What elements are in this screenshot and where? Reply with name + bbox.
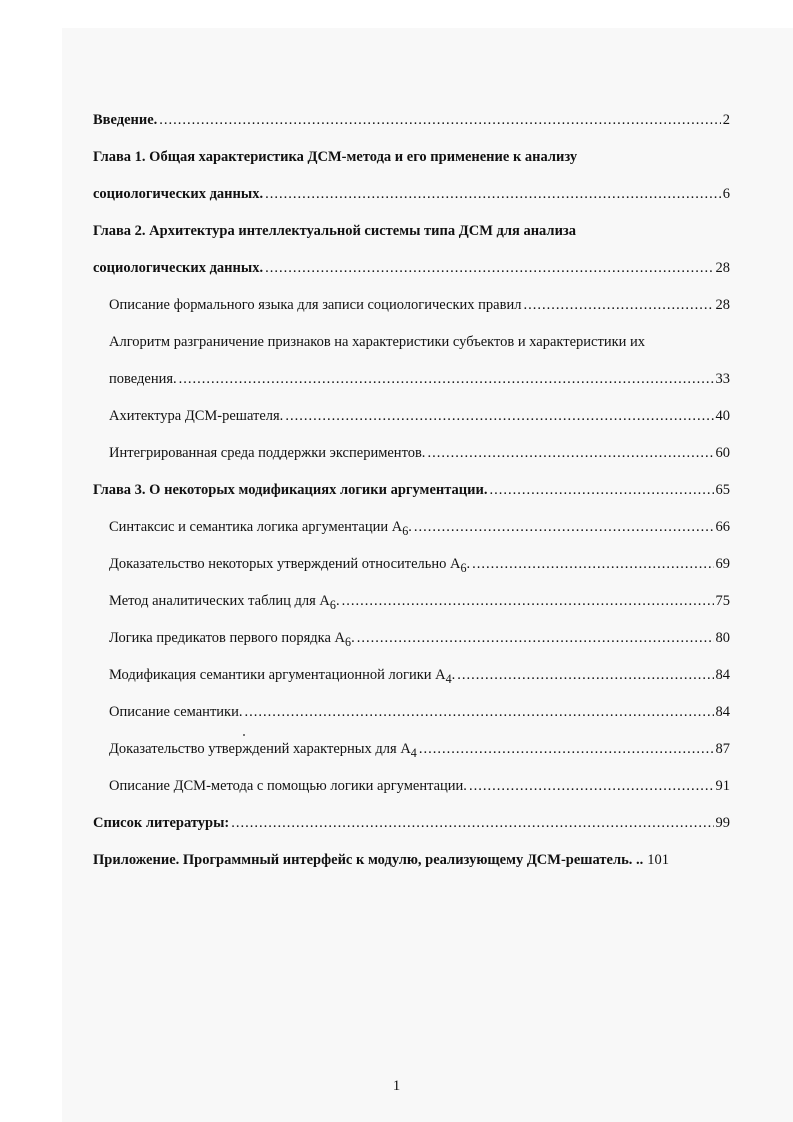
toc-entry-title-tail: . [351,630,355,646]
toc-entry-ch2-2 [93,371,730,408]
toc-entry-page: 80 [715,630,730,646]
dot-leader [357,630,714,647]
dot-leader [419,741,714,758]
dot-leader [342,593,714,610]
toc-entry-ch3-4 [93,630,730,667]
toc-entry-title-tail: . [335,593,340,609]
toc-entry-intro [93,112,730,149]
toc-entry-ch3-5 [93,667,730,704]
toc-entry-ch3-1 [93,519,730,556]
dot-leader [472,556,713,573]
toc-entry-page: 65 [715,482,730,498]
toc-entry-ch3-8 [93,778,730,815]
toc-entry-page: 75 [715,593,730,609]
dot-leader [231,815,713,832]
toc-entry-title-tail: . [408,519,412,535]
toc-entry-ch3-2 [93,556,730,593]
toc-entry-page: 69 [715,556,730,572]
scan-speck [243,734,245,736]
subscript: 4 [410,745,417,760]
toc-entry-page: 2 [722,112,730,128]
toc-entry-title [109,593,340,613]
toc-entry-page: 40 [715,408,730,424]
toc-entry-references [93,815,730,852]
dot-leader [179,371,714,388]
toc-entry-title [109,630,355,650]
dot-leader [523,297,713,314]
toc-entry-ch2-4 [93,445,730,482]
toc-entry-ch2 [93,260,730,297]
toc-entry-ch1 [93,186,730,223]
toc-entry-title: Введение. [93,112,158,128]
toc-entry-ch3 [93,482,730,519]
subscript: 6 [402,523,409,538]
toc-entry-page: 84 [715,667,730,683]
toc-entry-title-text: Доказательство некоторых утверждений относительно A [109,556,461,572]
toc-entry-page: 66 [715,519,730,535]
subscript: 4 [445,671,452,686]
toc-entry-ch1-line1: Глава 1. Общая характеристика ДСМ-метода и его применение к анализу [93,149,578,165]
toc-entry-title: социологических данных. [93,260,264,276]
page-number: 1 [392,1078,401,1094]
toc-entry-title [109,741,417,761]
toc-entry-title: Список литературы: [93,815,230,831]
toc-entry-title: Глава 3. О некоторых модификациях логики аргументации. [93,482,488,498]
toc-entry-title-text: Модификация семантики аргументационной логики A [109,667,446,683]
toc-entry-title: поведения. [109,371,177,387]
toc-entry-page: 84 [715,704,730,720]
toc-entry-title: Описание ДСМ-метода с помощью логики аргументации. [109,778,467,794]
toc-entry-page: 33 [715,371,730,387]
toc-entry-title-tail: . [466,556,471,572]
toc-entry-title-text: Доказательство утверждений характерных для A [109,741,411,757]
toc-entry-ch2-line1: Глава 2. Архитектура интеллектуальной системы типа ДСМ для анализа [93,223,576,239]
toc-entry-title [109,556,470,576]
toc-entry-title: Описание формального языка для записи социологических правил [109,297,522,313]
dot-leader [159,112,720,129]
toc-entry-appendix [93,852,730,889]
toc-entry-title [109,519,412,539]
dot-leader [489,482,713,499]
toc-entry-page: 60 [715,445,730,461]
subscript: 6 [329,597,336,612]
toc-entry-page: 91 [715,778,730,794]
dot-leader [285,408,713,425]
toc-entry-page: 28 [715,260,730,276]
dot-leader [265,186,721,203]
dot-leader [457,667,713,684]
dot-leader [414,519,714,536]
subscript: 6 [460,560,467,575]
toc-entry-ch2-2-line1: Алгоритм разграничение признаков на характеристики субъектов и характеристики их [109,334,646,350]
toc-entry-title-text: Метод аналитических таблиц для A [109,593,330,609]
toc-entry-ch2-1 [93,297,730,334]
toc-entry-title: Ахитектура ДСМ-решателя. [109,408,284,424]
toc-entry-title-text: Синтаксис и семантика логика аргументации A [109,519,403,535]
toc-entry-page: 87 [715,741,730,757]
toc-entry-page: 101 [647,852,670,868]
dot-leader [427,445,713,462]
toc-entry-ch2-3 [93,408,730,445]
toc-entry-title: социологических данных. [93,186,264,202]
toc-entry-page: 6 [722,186,730,202]
toc-entry-title-tail: . [451,667,456,683]
toc-entry-title: Интегрированная среда поддержки экспериментов. [109,445,426,461]
toc-entry-ch3-6 [93,704,730,741]
toc-entry-ch3-3 [93,593,730,630]
dot-leader [265,260,713,277]
toc-entry-page: 28 [715,297,730,313]
toc-entry-page: 99 [715,815,730,831]
toc-entry-title: Описание семантики. [109,704,243,720]
dot-leader [469,778,714,795]
toc-entry-ch3-7 [93,741,730,778]
toc-entry-title [109,667,455,687]
toc-entry-title-text: Логика предикатов первого порядка A [109,630,346,646]
dot-leader [244,704,713,721]
table-of-contents [93,112,730,889]
subscript: 6 [345,634,352,649]
toc-entry-title: Приложение. Программный интерфейс к модулю, реализующему ДСМ-решатель. .. [93,852,644,868]
